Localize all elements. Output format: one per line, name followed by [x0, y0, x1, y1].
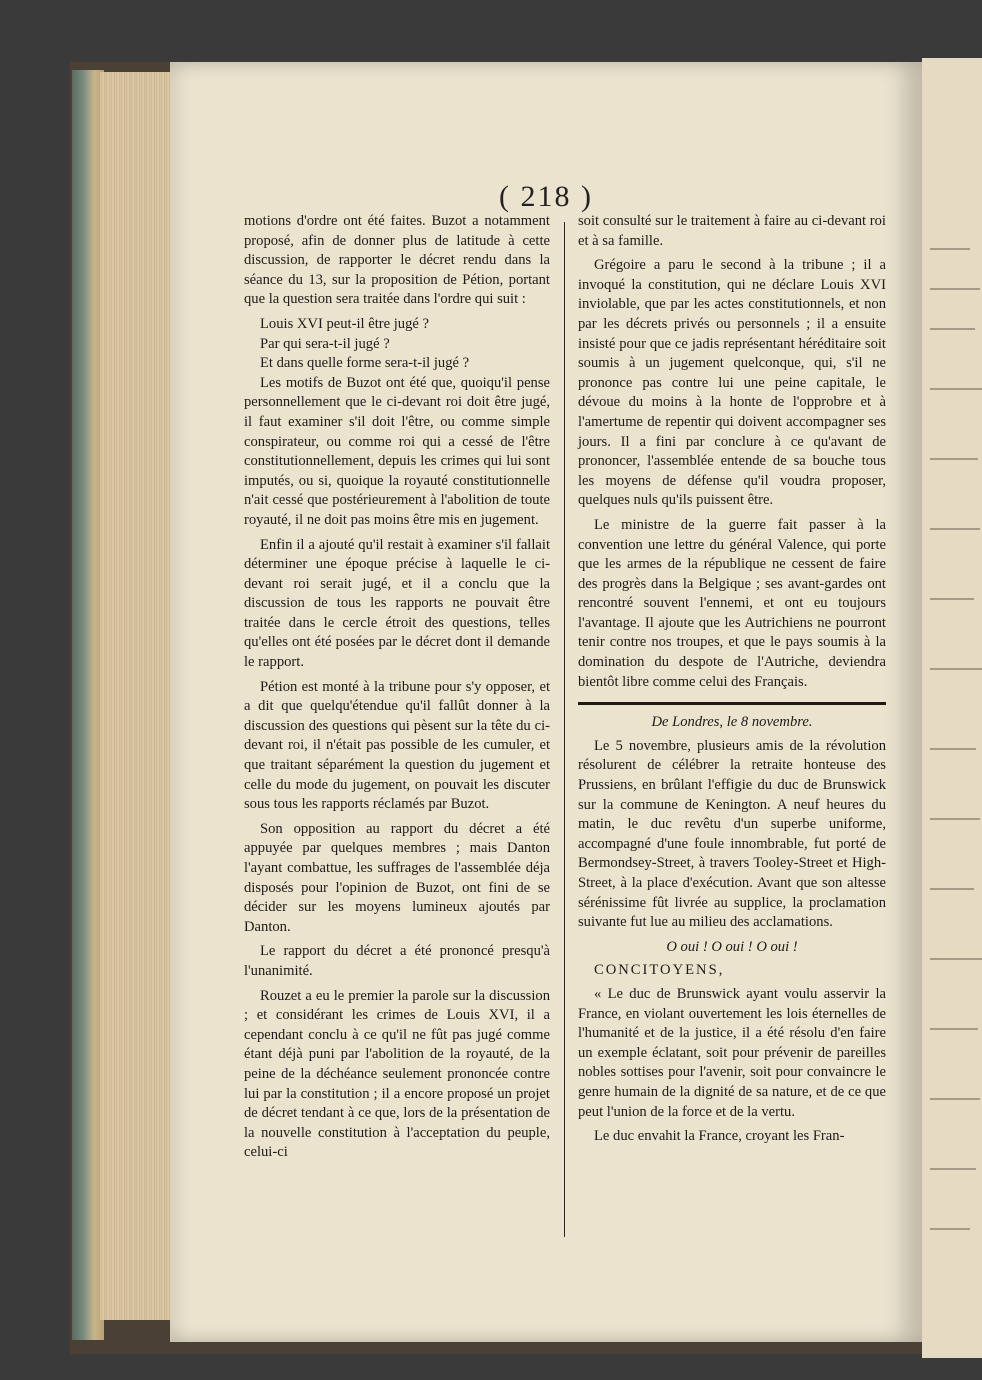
paragraph: « Le duc de Brunswick ayant voulu asservir la France, en violant ouvertement les lois éternelles de l'humanité et de la justice, il a été résolu d'en faire un exemple éclatant, soit pour prévenir de pareilles nobles sottises pour l'avenir, soit pour convaincre le genre humain de la dignité de sa nature, et de ce que peut l'union de la force et de la vertu.: [578, 985, 886, 1120]
dateline: De Londres, le 8 novembre.: [651, 714, 813, 731]
right-column: [578, 212, 886, 1152]
question-line: Par qui sera-t-il jugé ?: [260, 335, 390, 352]
paragraph: Enfin il a ajouté qu'il restait à examiner s'il fallait déterminer une époque précise à laquelle le ci-devant roi serait jugé, et il a conclu que la discussion de tous les rapports ne pouvait être traitée dans le cercle étroit des questions, telles qu'elles ont été posées par le décret dont il demande le rapport.: [244, 536, 550, 671]
proclamation-call: O oui ! O oui ! O oui !: [666, 938, 798, 955]
paragraph: Pétion est monté à la tribune pour s'y opposer, et a dit que quelqu'étendue qu'il fallût donner à la discussion des questions qui pèsent sur la tête du ci-devant roi, il n'était pas possible de les cumuler, et que traitant séparément la question du jugement et celle du mode du jugement, on pouvait les discuter sous tous les rapports réclamés par Buzot.: [244, 678, 550, 813]
page-edges: [100, 72, 170, 1320]
salutation: CONCITOYENS,: [594, 962, 725, 979]
section-rule: [578, 702, 886, 705]
left-column: [244, 212, 550, 1168]
paragraph: motions d'ordre ont été faites. Buzot a notamment proposé, afin de donner plus de latitude à cette discussion, de rapporter le décret rendu dans la séance du 13, sur la proposition de Pétion, portant que la question sera traitée dans l'ordre qui suit :: [244, 213, 550, 308]
page-number: ( 218 ): [499, 180, 593, 213]
book-page: [170, 62, 922, 1342]
paragraph: Le duc envahit la France, croyant les Fran-: [594, 1128, 845, 1145]
paragraph: Les motifs de Buzot ont été que, quoiqu'il pense personnellement que le ci-devant roi doit être jugé, il faut examiner s'il doit l'être, ou comme simple conspirateur, ou comme roi qui a cessé de l'être constitutionnellement, depuis les crimes qui lui sont imputés, ou si, quoique la royauté constitutionnelle n'ait cessé que postérieurement à l'abolition de toute royauté, il ne doit pas moins être mis en jugement.: [244, 374, 550, 528]
facing-page-edge: [922, 58, 982, 1358]
question-line: Louis XVI peut-il être jugé ?: [260, 315, 429, 332]
paragraph: Son opposition au rapport du décret a été appuyée par quelques membres ; mais Danton l'ayant combattue, les suffrages de l'assemblée déja disposés pour l'opinion de Buzot, ont fini de se décider sur les moyens lumineux ajoutés par Danton.: [244, 820, 550, 935]
paragraph: soit consulté sur le traitement à faire au ci-devant roi et à sa famille.: [578, 213, 886, 249]
paragraph: Le rapport du décret a été prononcé presqu'à l'unanimité.: [244, 943, 550, 979]
question-line: Et dans quelle forme sera-t-il jugé ?: [260, 355, 470, 372]
paragraph: Le ministre de la guerre fait passer à la convention une lettre du général Valence, qui porte que les armes de la république ne cessent de faire des progrès dans la Belgique ; ses avant-gardes ont rencontré souvent l'ennemi, et ont eu toujours l'avantage. Il ajoute que les Autrichiens ne pourront tenir contre nos troupes, et que le pays soumis à la domination du despote de l'Autriche, deviendra bientôt libre comme celui des Français.: [578, 516, 886, 690]
paragraph: Le 5 novembre, plusieurs amis de la révolution résolurent de célébrer la retraite honteuse des Prussiens, en brûlant l'effigie du duc de Brunswick sur la commune de Kenington. A neuf heures du matin, le duc revêtu d'un superbe uniforme, accompagné d'une foule innombrable, fut porté de Bermondsey-Street, à travers Tooley-Street et High-Street, à la place d'exécution. Avant que son altesse sérénissime fût livrée au supplice, la proclamation suivante fut lue au milieu des acclamations.: [578, 737, 886, 931]
column-divider: [564, 222, 565, 1237]
paragraph: Grégoire a paru le second à la tribune ; il a invoqué la constitution, qui ne déclare Louis XVI inviolable, que par les actes constitutionnels, et non par les décrets privés ou personnels ; il a ensuite insisté pour que ce jadis représentant héréditaire soit soumis à un jugement quelconque, qui, s'il ne prononce pas contre lui une peine capitale, le dévoue du moins à la honte de l'opprobre et à l'amertume de repentir qui doivent accompagner ses jours. Il a fini par conclure à ce qu'avant de prononcer, l'assemblée entende de sa bouche tous les moyens de défense qu'il voudra proposer, quelques nuls qu'ils puissent être.: [578, 257, 886, 509]
paragraph: Rouzet a eu le premier la parole sur la discussion ; et considérant les crimes de Louis XVI, il a cependant conclu à ce qu'il ne fût pas jugé comme étant déjà puni par l'abolition de la royauté, de la peine de la déchéance seulement prononcée contre lui par la constitution ; il a encore proposé un projet de décret tendant à ce que, lors de la présentation de la nouvelle constitution à l'acceptation du peuple, celui-ci: [244, 987, 550, 1161]
